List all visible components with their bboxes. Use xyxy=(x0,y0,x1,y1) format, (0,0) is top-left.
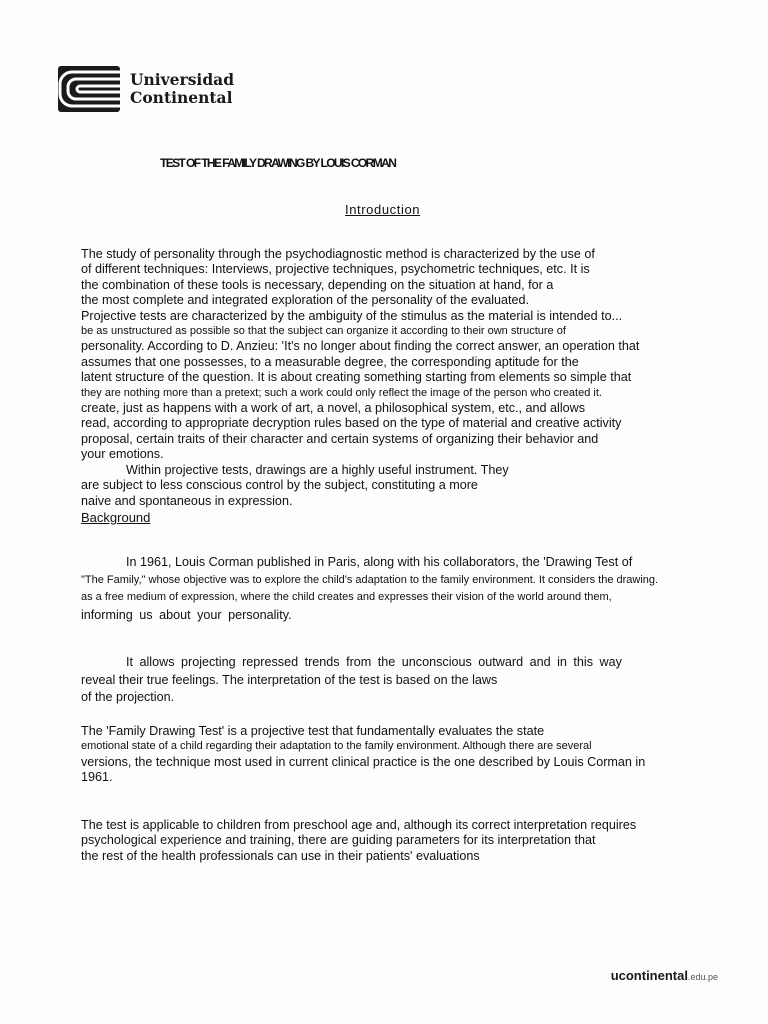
text-line: reveal their true feelings. The interpretation of the test is based on the laws xyxy=(81,672,498,687)
text-line: informing us about your personality. xyxy=(81,607,292,622)
text-line: the most complete and integrated exploration of the personality of the evaluated. xyxy=(81,293,530,308)
university-logo xyxy=(58,66,234,112)
projection-paragraph xyxy=(81,654,721,707)
text-line: It allows projecting repressed trends from the unconscious outward and in this way xyxy=(126,655,622,669)
document-title: TEST OF THE FAMILY DRAWING BY LOUIS CORMAN xyxy=(160,156,396,170)
text-line: naive and spontaneous in expression. xyxy=(81,493,293,508)
text-line: create, just as happens with a work of art, a novel, a philosophical system, etc., and allows xyxy=(81,401,586,416)
text-line: "The Family," whose objective was to explore the child's adaptation to the family environment. It considers the drawing. xyxy=(81,573,659,586)
logo-line-1: Universidad xyxy=(130,70,235,89)
background-heading: Background xyxy=(81,510,151,525)
text-line: of the projection. xyxy=(81,690,175,704)
drawings-paragraph xyxy=(81,463,721,509)
text-line: as a free medium of expression, where the child creates and expresses their vision of the world around them, xyxy=(81,591,612,603)
intro-paragraph xyxy=(81,247,721,463)
text-line: read, according to appropriate decryption rules based on the type of material and creative activity xyxy=(81,416,622,431)
text-line: proposal, certain traits of their character and certain systems of organizing their behavior and xyxy=(81,431,599,446)
text-line: of different techniques: Interviews, projective techniques, psychometric techniques, etc. It is xyxy=(81,262,590,277)
text-line: The study of personality through the psychodiagnostic method is characterized by the use of xyxy=(81,247,595,261)
text-line: Within projective tests, drawings are a highly useful instrument. They xyxy=(126,463,509,477)
logo-wordmark xyxy=(130,71,234,107)
footer-domain: .edu.pe xyxy=(687,972,718,982)
introduction-heading: Introduction xyxy=(345,202,421,217)
text-line: the rest of the health professionals can use in their patients' evaluations xyxy=(81,848,480,863)
corman-1961-paragraph xyxy=(81,554,721,624)
text-line: 1961. xyxy=(81,770,113,785)
family-drawing-test-paragraph xyxy=(81,724,721,786)
text-line: assumes that one possesses, to a measurable degree, the corresponding aptitude for the xyxy=(81,354,579,369)
text-line: In 1961, Louis Corman published in Paris, along with his collaborators, the 'Drawing Test of xyxy=(126,555,633,569)
text-line: The test is applicable to children from preschool age and, although its correct interpretation requires xyxy=(81,818,637,832)
footer-brand xyxy=(611,968,718,983)
text-line: The 'Family Drawing Test' is a projective test that fundamentally evaluates the state xyxy=(81,724,545,738)
universidad-continental-logo-icon xyxy=(58,66,120,112)
text-line: personality. According to D. Anzieu: 'It's no longer about finding the correct answer, an operation that xyxy=(81,339,640,354)
text-line: latent structure of the question. It is about creating something starting from elements so simple that xyxy=(81,370,632,385)
text-line: are subject to less conscious control by the subject, constituting a more xyxy=(81,478,478,493)
logo-line-2: Continental xyxy=(130,88,233,107)
text-line: the combination of these tools is necessary, depending on the situation at hand, for a xyxy=(81,277,554,292)
text-line: psychological experience and training, there are guiding parameters for its interpretation that xyxy=(81,833,596,848)
text-line: they are nothing more than a pretext; such a work could only reflect the image of the person who created it. xyxy=(81,386,602,399)
footer-brand-name: ucontinental xyxy=(610,968,688,983)
text-line: be as unstructured as possible so that the subject can organize it according to their own structure of xyxy=(81,325,566,338)
text-line: versions, the technique most used in current clinical practice is the one described by Louis Corman in xyxy=(81,754,646,769)
text-line: Projective tests are characterized by the ambiguity of the stimulus as the material is intended to... xyxy=(81,308,623,323)
text-line: emotional state of a child regarding their adaptation to the family environment. Although there are several xyxy=(81,740,592,753)
applicability-paragraph xyxy=(81,818,721,864)
text-line: your emotions. xyxy=(81,447,164,462)
